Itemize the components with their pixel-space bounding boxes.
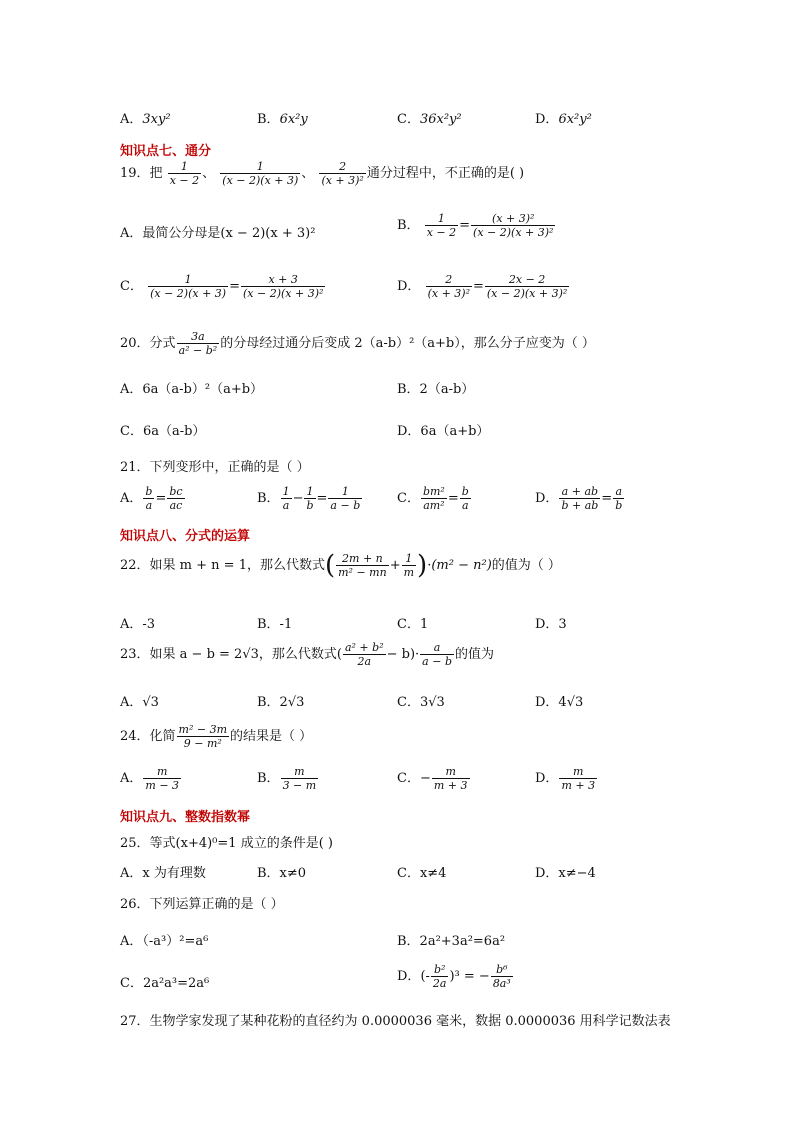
q23-option-a: A．√3 — [120, 695, 159, 710]
q25-option-a: A．x 为有理数 — [120, 866, 206, 881]
question-19-stem: 19．把 $\frac{1}{x - 2}$ 、 $\frac{1}{(x - 2)(x + 3)}$ 、 $\frac{2}{\text{(x + 3)²}}$ 通分过程中，不正确的是( ) — [120, 160, 525, 187]
q22-option-a: A．-3 — [120, 617, 156, 632]
q19-fraction-3: $\frac{2}{\text{(x + 3)²}}$ — [321, 160, 364, 187]
q22-option-b: B．-1 — [257, 617, 293, 632]
question-24-stem: 24．化简 $\frac{\text{m² − 3m}}{\text{9 − m²}}$ 的结果是（ ） — [120, 723, 313, 750]
q23-option-d: D．4√3 — [535, 695, 584, 710]
q19-option-b: B． $\frac{1}{x - 2}$ = $\frac{\text{(x + 3)²}}{\text{(x − 2)(x + 3)²}}$ — [397, 212, 554, 239]
q21-option-d: D． $\frac{a + ab}{b + ab}$ = $\frac{a}{b}$ — [535, 485, 623, 512]
q24-option-c: C．− $\frac{m}{m + 3}$ — [397, 765, 468, 792]
q25-option-b: B．x≠0 — [257, 866, 307, 881]
q24-option-d: D． $\frac{m}{m + 3}$ — [535, 765, 596, 792]
q18-option-a: A．3xy² — [120, 112, 171, 127]
question-20-stem: 20．分式 $\frac{3a}{\text{a² − b²}}$ 的分母经过通分后变成 2（a-b）²（a+b），那么分子应变为（ ） — [120, 330, 595, 357]
q25-option-c: C．x≠4 — [397, 866, 447, 881]
question-23-stem: 23．如果 a − b = 2√3，那么代数式( $\frac{\text{a² + b²}}{2a}$ − b)· $\frac{a}{a - b}$ 的值为 — [120, 641, 494, 668]
q19-option-c: C． $\frac{1}{(x - 2)(x + 3)}$ = $\frac{x + 3}{\text{(x − 2)(x + 3)²}}$ — [120, 273, 324, 300]
question-25-stem: 25．等式(x+4)⁰=1 成立的条件是( ) — [120, 836, 333, 851]
q19-option-a: A．最简公分母是(x − 2)(x + 3)² — [120, 226, 316, 241]
q18-option-d: D．6x²y² — [535, 112, 592, 127]
q26-option-c: C．2a²a³=2a⁶ — [120, 976, 210, 991]
q20-option-d: D．6a（a+b） — [397, 424, 490, 439]
q18-option-b: B．6x²y — [257, 112, 308, 127]
q24-option-b: B． $\frac{m}{3 - m}$ — [257, 765, 317, 792]
q25-option-d: D．x≠−4 — [535, 866, 596, 881]
question-27-stem: 27．生物学家发现了某种花粉的直径约为 0.0000036 毫米，数据 0.0000036 用科学记数法表 — [120, 1014, 671, 1029]
q20-option-c: C．6a（a-b） — [120, 424, 206, 439]
q22-option-c: C．1 — [397, 617, 429, 632]
q26-option-b: B．2a²+3a²=6a² — [397, 934, 506, 949]
section-heading-9: 知识点九、整数指数幂 — [120, 810, 251, 825]
q22-option-d: D．3 — [535, 617, 567, 632]
section-heading-7: 知识点七、通分 — [120, 144, 212, 159]
q18-option-c: C．36x²y² — [397, 112, 462, 127]
question-26-stem: 26．下列运算正确的是（ ） — [120, 897, 284, 912]
q21-option-c: C． $\frac{\text{bm²}}{\text{am²}}$ = $\frac{b}{a}$ — [397, 485, 469, 512]
section-heading-8: 知识点八、分式的运算 — [120, 529, 251, 544]
q20-option-b: B．2（a-b） — [397, 382, 475, 397]
q21-option-b: B． $\frac{1}{a}$ − $\frac{1}{b}$ = $\frac{1}{a - b}$ — [257, 485, 361, 512]
q19-fraction-2: $\frac{1}{(x - 2)(x + 3)}$ — [222, 160, 299, 187]
q20-option-a: A．6a（a-b）²（a+b） — [120, 382, 264, 397]
q23-option-b: B．2√3 — [257, 695, 305, 710]
q26-option-a: A．（-a³）²=a⁶ — [120, 934, 209, 949]
question-22-stem: 22．如果 m + n = 1，那么代数式( $\frac{2m + n}{\text{m² − mn}}$ + $\frac{1}{m}$ )·(m² − n²)的值为（ ） — [120, 550, 561, 581]
q19-option-d: D． $\frac{2}{\text{(x + 3)²}}$ = $\frac{2x - 2}{\text{(x − 2)(x + 3)²}}$ — [397, 273, 568, 300]
question-21-stem: 21．下列变形中，正确的是（ ） — [120, 460, 310, 475]
q21-option-a: A． $\frac{b}{a}$ = $\frac{bc}{ac}$ — [120, 485, 183, 512]
q26-option-d: D．(- $\frac{\text{b²}}{2a}$ )³ = − $\frac{\text{b⁶}}{\text{8a³}}$ — [397, 963, 511, 990]
q23-option-c: C．3√3 — [397, 695, 445, 710]
q19-fraction-1: $\frac{1}{x - 2}$ — [169, 160, 200, 187]
q24-option-a: A． $\frac{m}{m - 3}$ — [120, 765, 180, 792]
